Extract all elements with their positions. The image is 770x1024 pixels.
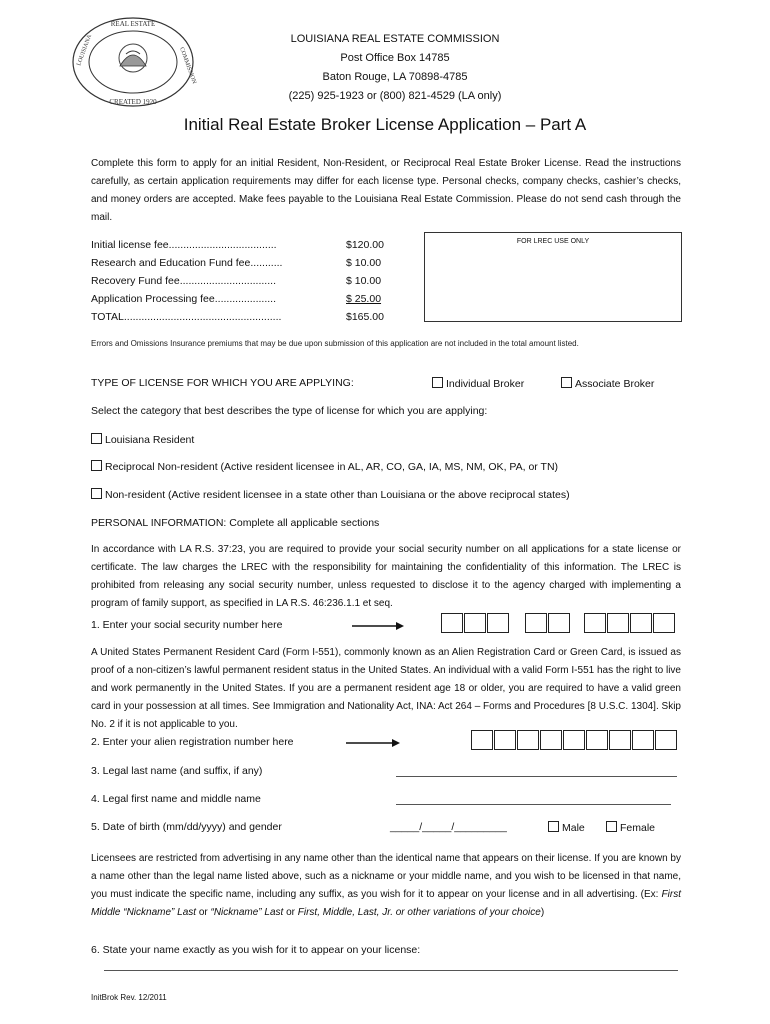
personal-info-heading xyxy=(91,517,379,529)
svg-text:LOUISIANA: LOUISIANA xyxy=(76,33,94,67)
dob-input[interactable]: _____/_____/_________ xyxy=(390,821,507,833)
lrec-seal-logo xyxy=(68,14,198,110)
category-option[interactable] xyxy=(91,460,558,473)
close-paren: ) xyxy=(540,907,545,918)
eo-note: Errors and Omissions Insurance premiums that may be due upon submission of this application are not included in the total amount listed. xyxy=(91,339,579,348)
personal-info-subtitle: Complete all applicable sections xyxy=(229,517,380,529)
nonresident-checkbox[interactable] xyxy=(91,488,102,499)
fee-row xyxy=(91,254,411,272)
name-example-2: “Nickname” Last xyxy=(210,907,284,918)
last-name-question: 3. Legal last name (and suffix, if any) xyxy=(91,765,263,777)
name-example-3: First, Middle, Last, Jr. or other variations of your choice xyxy=(297,907,541,918)
fee-row xyxy=(91,236,411,254)
arrow-right-icon xyxy=(346,737,400,749)
footer-revision: InitBrok Rev. 12/2011 xyxy=(91,993,167,1002)
alien-reg-question: 2. Enter your alien registration number here xyxy=(91,736,294,748)
fee-amount: $ 10.00 xyxy=(346,275,382,287)
lrec-use-box xyxy=(424,232,682,322)
page-title: Initial Real Estate Broker License Application – Part A xyxy=(183,115,587,134)
gender-female-option[interactable] xyxy=(606,821,655,834)
category-option[interactable] xyxy=(91,488,570,501)
category-label: Reciprocal Non-resident (Active resident licensee in AL, AR, CO, GA, IA, MS, NM, OK, PA, or TN) xyxy=(105,461,559,473)
category-option[interactable] xyxy=(91,433,194,446)
city-address: Baton Rouge, LA 70898-4785 xyxy=(322,71,468,83)
last-name-input[interactable] xyxy=(396,776,677,777)
fee-label: Application Processing fee..................... xyxy=(91,293,277,305)
ssn-input[interactable] xyxy=(441,613,673,637)
fee-row-total xyxy=(91,308,411,326)
category-label: Louisiana Resident xyxy=(105,434,195,446)
green-card-paragraph: A United States Permanent Resident Card (Form I-551), commonly known as an Alien Registration Card or Green Card, is issued as proof of a non-citizen’s lawful permanent resident status in the United States. An individual with a valid Form I-551 has the right to live and work permanently in the United States. If you are a permanent resident age 18 or older, you are required to have a valid green card in your possession at all times. See Immigration and Nationality Act, INA: Act 264 – Forms and Procedures [8 U.S.C. 1304]. Skip No. 2 if it is not applicable to you. xyxy=(91,647,681,730)
fee-amount: $ 10.00 xyxy=(346,257,382,269)
fee-amount-total: $165.00 xyxy=(346,311,384,323)
dob-question: 5. Date of birth (mm/dd/yyyy) and gender xyxy=(91,821,282,833)
phone: (225) 925-1923 or (800) 821-4529 (LA only) xyxy=(288,90,502,102)
fee-label: Initial license fee..................................... xyxy=(91,239,277,251)
svg-text:CREATED 1920: CREATED 1920 xyxy=(109,98,157,106)
org-name: LOUISIANA REAL ESTATE COMMISSION xyxy=(290,33,500,45)
license-name-question: 6. State your name exactly as you wish for it to appear on your license: xyxy=(91,944,421,956)
fee-label: Research and Education Fund fee........... xyxy=(91,257,283,269)
male-label: Male xyxy=(562,822,585,834)
ssn-paragraph: In accordance with LA R.S. 37:23, you are required to provide your social security number on all applications for a state license or certificate. The law charges the LREC with the responsibility for maintaining the confidentiality of this information. The LREC is prohibited from releasing any social security number, unless requested to disclose it to the agency charged with implementing a program of family support, as specified in LA R.S. 46:236.1.1 et seq. xyxy=(91,544,681,609)
louisiana-resident-checkbox[interactable] xyxy=(91,433,102,444)
gender-male-option[interactable] xyxy=(548,821,585,834)
female-checkbox[interactable] xyxy=(606,821,617,832)
fee-label-total: TOTAL...................................................... xyxy=(91,311,282,323)
fee-row xyxy=(91,272,411,290)
po-box: Post Office Box 14785 xyxy=(340,52,450,64)
arrow-right-icon xyxy=(352,620,404,632)
fee-row xyxy=(91,290,411,308)
associate-broker-option[interactable] xyxy=(561,377,654,390)
male-checkbox[interactable] xyxy=(548,821,559,832)
fee-label: Recovery Fund fee................................. xyxy=(91,275,276,287)
fee-amount: $120.00 xyxy=(346,239,384,251)
name-paragraph xyxy=(91,850,681,922)
or-text: or xyxy=(283,907,298,918)
personal-info-title: PERSONAL INFORMATION: xyxy=(91,517,227,529)
license-type-heading: TYPE OF LICENSE FOR WHICH YOU ARE APPLYING: xyxy=(91,377,354,389)
female-label: Female xyxy=(620,822,656,834)
license-name-input[interactable] xyxy=(104,970,678,971)
reciprocal-nonresident-checkbox[interactable] xyxy=(91,460,102,471)
individual-broker-option[interactable] xyxy=(432,377,524,390)
svg-text:COMMISSION: COMMISSION xyxy=(178,46,197,85)
alien-reg-input[interactable] xyxy=(471,730,679,752)
individual-broker-checkbox[interactable] xyxy=(432,377,443,388)
name-paragraph-text: Licensees are restricted from advertising in any name other than the identical name that appears on their license. If you are known by a name other than the legal name listed above, such as a nickname or your middle name, and you wish to be licensed in that name, you must indicate the specific name, including any suffix, as you wish for it to appear on your license and in all advertising. (Ex: xyxy=(91,853,681,900)
lrec-use-label: FOR LREC USE ONLY xyxy=(516,238,590,245)
first-name-question: 4. Legal first name and middle name xyxy=(91,793,261,805)
individual-broker-label: Individual Broker xyxy=(446,378,525,390)
category-label: Non-resident (Active resident licensee in a state other than Louisiana or the above reciprocal states) xyxy=(105,489,570,501)
associate-broker-checkbox[interactable] xyxy=(561,377,572,388)
fee-amount: $ 25.00 xyxy=(346,293,382,305)
or-text: or xyxy=(196,907,211,918)
associate-broker-label: Associate Broker xyxy=(575,378,655,390)
fee-table xyxy=(91,236,411,328)
first-name-input[interactable] xyxy=(396,804,671,805)
svg-text:REAL ESTATE: REAL ESTATE xyxy=(110,20,156,28)
name-example-1: First Middle “Nickname” Last xyxy=(91,889,681,918)
ssn-question: 1. Enter your social security number here xyxy=(91,619,283,631)
category-prompt: Select the category that best describes the type of license for which you are applying: xyxy=(91,405,488,417)
intro-paragraph: Complete this form to apply for an initial Resident, Non-Resident, or Reciprocal Real Estate Broker License. Read the instructions carefully, as certain application requirements may differ for each license type. Personal checks, company checks, cashier’s checks, and money orders are accepted. Make fees payable to the Louisiana Real Estate Commission. Please do not send cash through the mail. xyxy=(91,158,681,223)
